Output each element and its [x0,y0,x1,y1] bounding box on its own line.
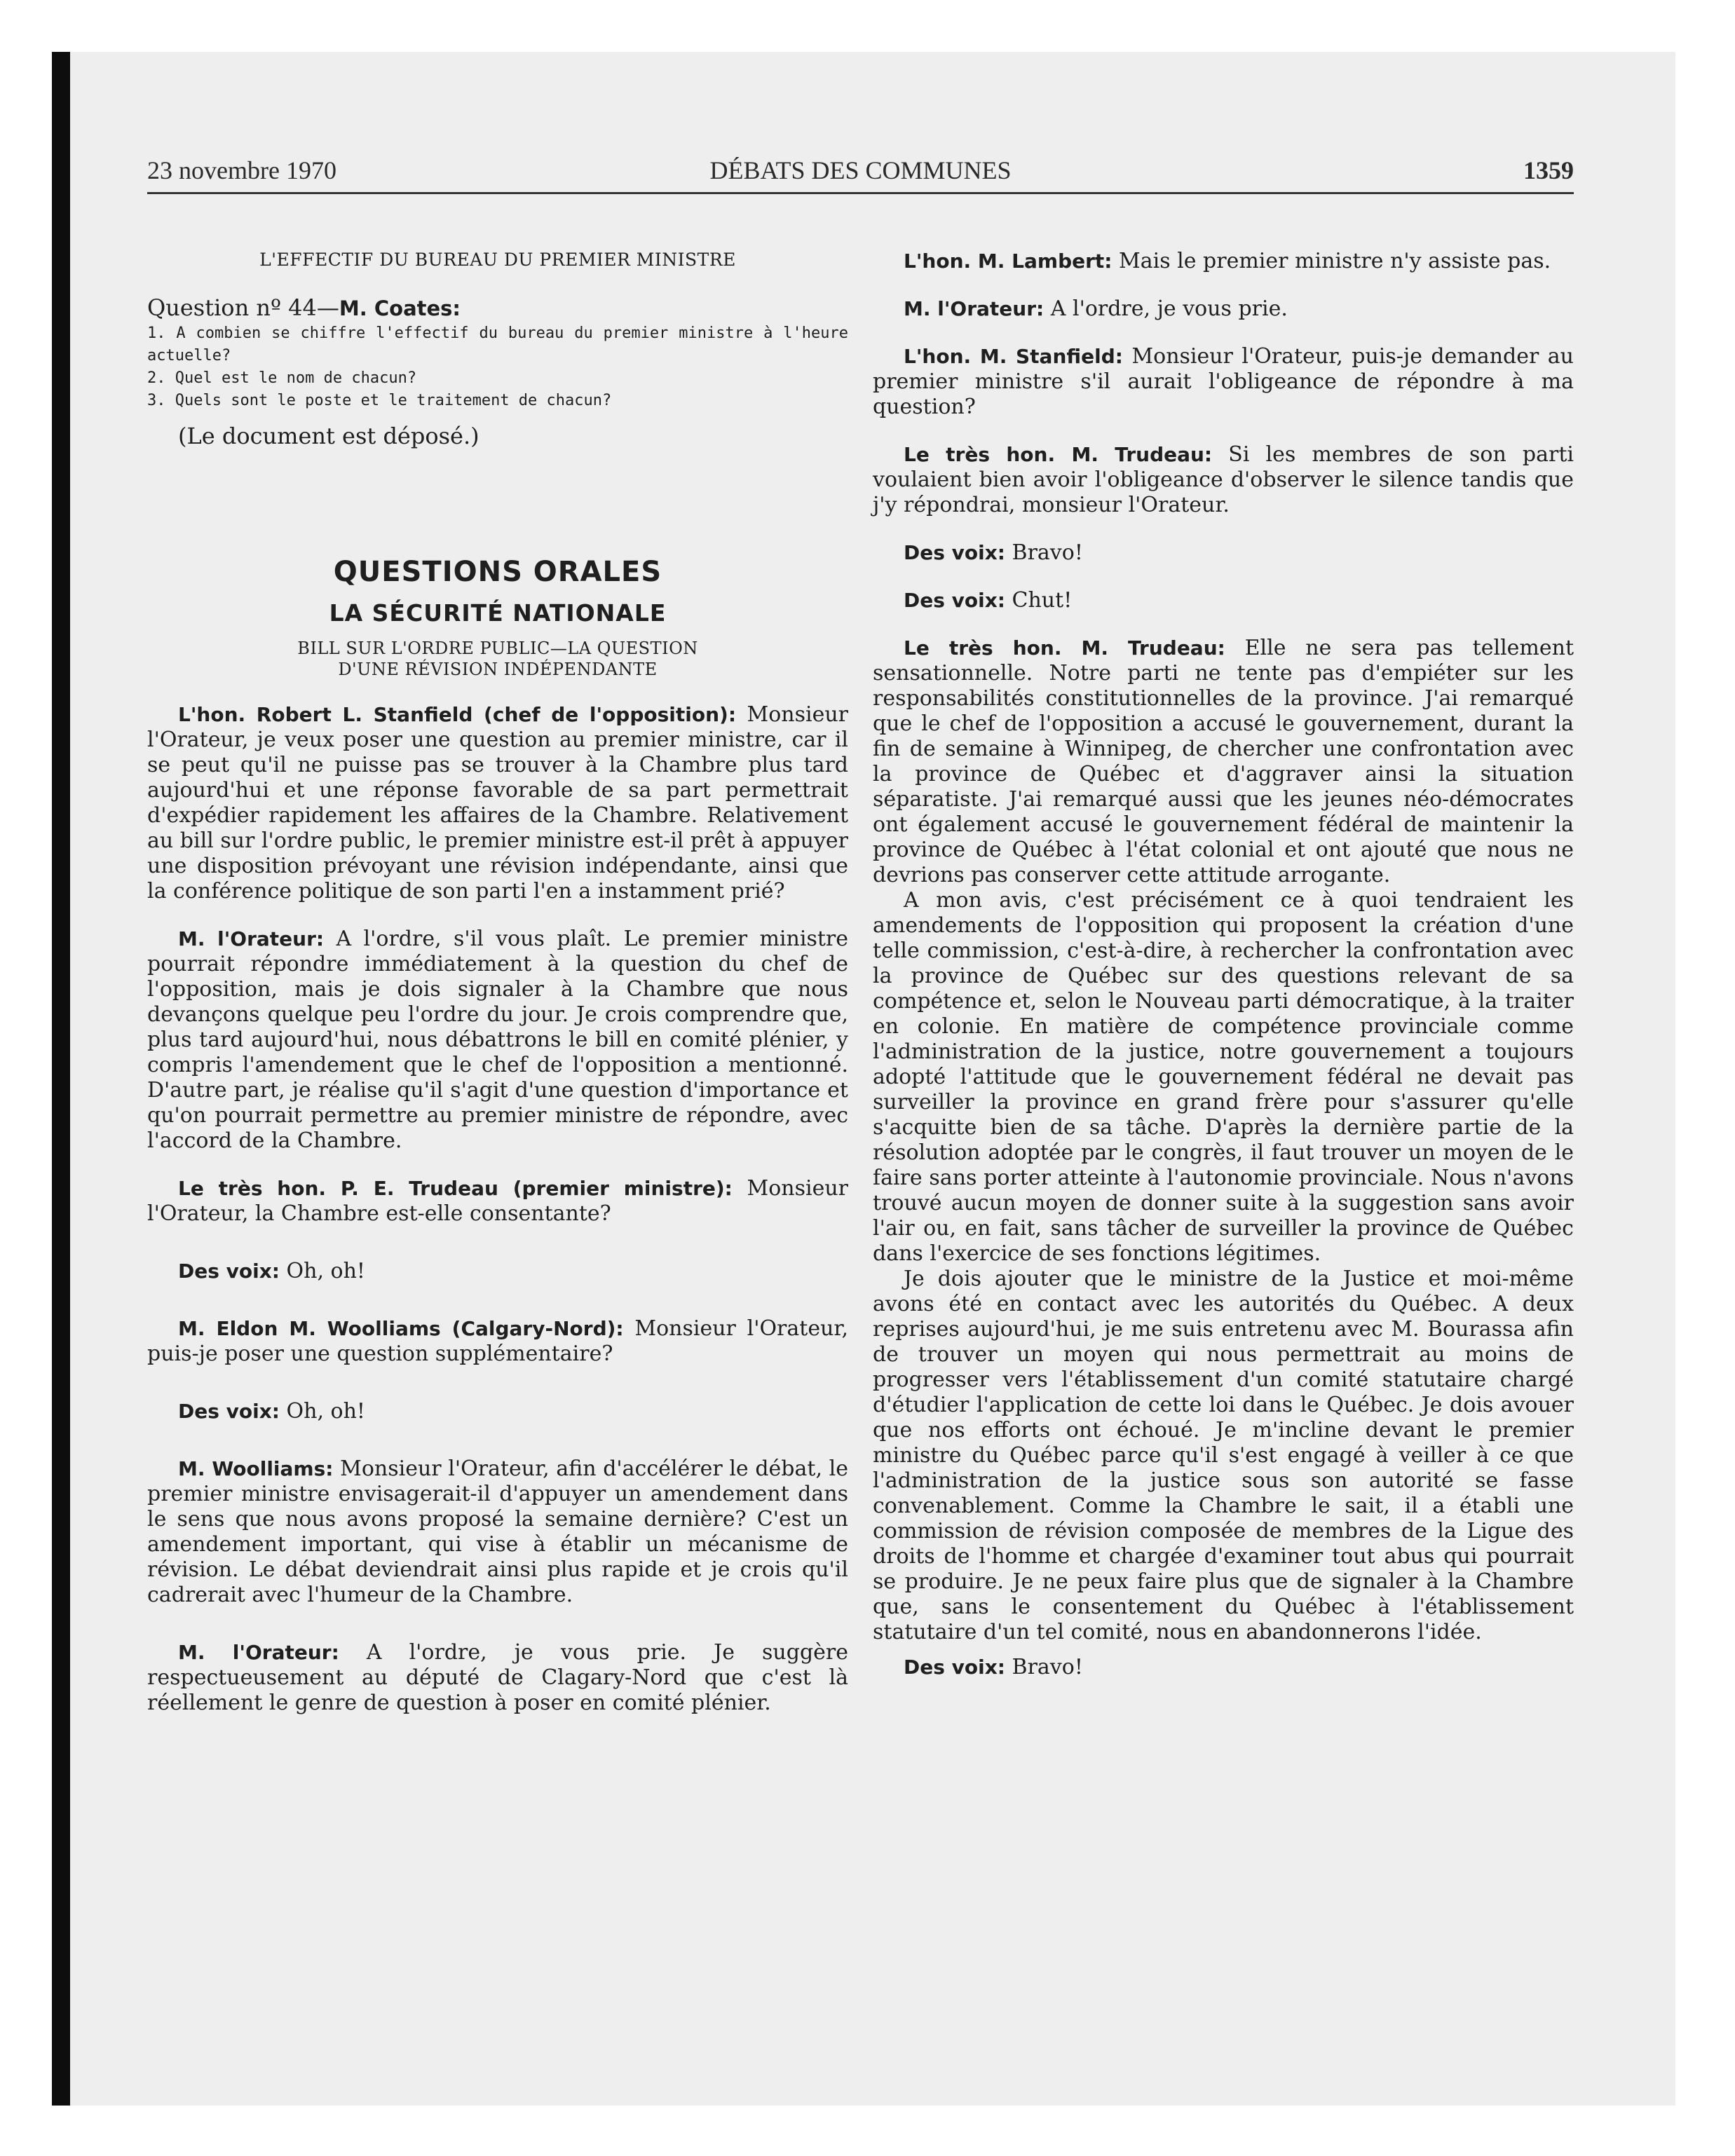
page-header [147,153,1574,194]
deposit-note: (Le document est déposé.) [178,423,479,449]
speech-paragraph [147,1456,848,1608]
speech-text: Elle ne sera pas tellement sensationnelle. Notre parti ne tente pas d'empiéter sur les responsabilités constitutionnelles de la province. J'ai remarqué que le chef de l'opposition a accusé le gouvernement, durant la fin de semaine à Winnipeg, de chercher une confrontation avec la province de Québec et d'aggraver ainsi la situation séparatiste. J'ai remarqué aussi que les jeunes néo-démocrates ont également accusé le gouvernement fédéral de maintenir la province de Québec à l'état colonial et ont ajouté que nous ne devrions pas conserver cette attitude arrogante. [873,636,1574,887]
speech-paragraph [147,1259,848,1284]
speech-text: Oh, oh! [280,1259,365,1283]
question-label: Question nº 44— [147,294,339,321]
page-number: 1359 [1523,156,1574,184]
header-date: 23 novembre 1970 [147,156,336,184]
speaker-name: M. l'Orateur: [178,927,325,950]
speaker-name: L'hon. M. Lambert: [904,250,1113,273]
speech-paragraph: Je dois ajouter que le ministre de la Justice et moi-même avons été en contact avec les autorités du Québec. A deux reprises aujourd'hui, je me suis entretenu avec M. Bourassa afin de trouver un moyen qui nous permettrait au moins de progresser vers l'établissement d'un comité statutaire chargé d'étudier l'application de cette loi dans le Québec. Je dois avouer que nos efforts ont échoué. Je m'incline devant le premier ministre du Québec parce qu'il s'est engagé à veiller à ce que l'administration de la justice sous son autorité se fasse convenablement. Comme la Chambre le sait, il a établi une commission de révision composée de membres de la Ligue des droits de l'homme et chargée d'examiner tout abus qui pourrait se produire. Je ne peux faire plus que de signaler à la Chambre que, sans le consentement du Québec à l'établissement statutaire d'un tel comité, nous en abandonnerons l'idée. [873,1267,1574,1644]
speech-paragraph [873,344,1574,420]
question-author: M. Coates: [339,296,461,320]
speech-paragraph [147,702,848,904]
speech-text: Monsieur l'Orateur, puis-je demander au premier ministre s'il aurait l'obligeance de répondre à ma question? [873,344,1574,419]
speaker-name: Des voix: [904,589,1005,612]
section-title: L'EFFECTIF DU BUREAU DU PREMIER MINISTRE [259,250,736,270]
speaker-name: M. l'Orateur: [904,297,1045,320]
speech-text: Bravo! [1005,1655,1083,1679]
speech-paragraph [147,1176,848,1227]
question-item: 2. Quel est le nom de chacun? [147,369,417,387]
speaker-name: Le très hon. M. Trudeau: [904,636,1225,660]
speech-paragraph [147,1399,848,1424]
speech-paragraph [873,296,1574,322]
speaker-name: Des voix: [178,1400,280,1423]
question-item: 1. A combien se chiffre l'effectif du bureau du premier ministre à l'heure actuelle? [147,325,848,364]
header-title: DÉBATS DES COMMUNES [709,156,1012,184]
left-column [147,249,848,1716]
scan-border [52,52,70,2106]
question-item: 3. Quels sont le poste et le traitement de chacun? [147,392,612,409]
speaker-name: M. Eldon M. Woolliams (Calgary-Nord): [178,1317,624,1340]
speaker-name: Des voix: [904,541,1005,564]
speech-text: A l'ordre, s'il vous plaît. Le premier ministre pourrait répondre immédiatement à la question du chef de l'opposition, mais je dois signaler à la Chambre que nous devançons quelque peu l'ordre du jour. Je crois comprendre que, plus tard aujourd'hui, nous débattrons le bill en comité plénier, y compris l'amendement que le chef de l'opposition a mentionné. D'autre part, je réalise qu'il s'agit d'une question d'importance et qu'on pourrait permettre au premier ministre de répondre, avec l'accord de la Chambre. [147,927,848,1153]
speaker-name: M. l'Orateur: [178,1641,339,1664]
speech-paragraph [873,249,1574,274]
heading-sub: BILL SUR L'ORDRE PUBLIC—LA QUESTION [297,639,698,658]
speaker-name: Des voix: [904,1656,1005,1679]
speaker-name: L'hon. M. Stanfield: [904,345,1123,368]
speech-text: A l'ordre, je vous prie. Je suggère respectueusement au député de Clagary-Nord que c'est là réellement le genre de question à poser en comité plénier. [147,1640,848,1715]
speaker-name: Le très hon. M. Trudeau: [904,443,1213,466]
right-column [873,249,1574,1680]
speech-paragraph [873,588,1574,613]
speech-text: Monsieur l'Orateur, puis-je poser une question supplémentaire? [147,1316,848,1366]
speech-text: Monsieur l'Orateur, afin d'accélérer le débat, le premier ministre envisagerait-il d'appuyer un amendement dans le sens que nous avons proposé la semaine dernière? C'est un amendement important, qui vise à établir un mécanisme de révision. Le débat deviendrait ainsi plus rapide et je crois qu'il cadrerait avec l'humeur de la Chambre. [147,1456,848,1607]
speech-text: Oh, oh! [280,1399,365,1424]
heading-topic: LA SÉCURITÉ NATIONALE [329,599,667,627]
speech-paragraph [147,1640,848,1716]
speech-text: Si les membres de son parti voulaient bien avoir l'obligeance d'observer le silence tandis que j'y répondrai, monsieur l'Orateur. [873,442,1574,517]
speaker-name: L'hon. Robert L. Stanfield (chef de l'opposition): [178,703,737,726]
speech-paragraph [873,442,1574,518]
speech-paragraph [873,636,1574,888]
speech-text: Bravo! [1005,540,1083,565]
speaker-name: M. Woolliams: [178,1457,334,1480]
speech-paragraph [873,1655,1574,1680]
speech-text: Chut! [1005,588,1073,613]
heading-questions-orales: QUESTIONS ORALES [333,556,662,588]
speech-paragraph [147,927,848,1154]
speech-text: Mais le premier ministre n'y assiste pas. [1112,249,1551,273]
speech-paragraph [873,540,1574,566]
speaker-name: Des voix: [178,1260,280,1283]
speech-text: Monsieur l'Orateur, la Chambre est-elle consentante? [147,1176,848,1226]
speaker-name: Le très hon. P. E. Trudeau (premier ministre): [178,1177,733,1200]
speech-text: A l'ordre, je vous prie. [1044,296,1288,321]
speech-paragraph [147,1316,848,1367]
speech-paragraph: A mon avis, c'est précisément ce à quoi tendraient les amendements de l'opposition qui proposent la création d'une telle commission, c'est-à-dire, à rechercher la confrontation avec la province de Québec sur des questions relevant de sa compétence et, selon le Nouveau parti démocratique, à la traiter en colonie. En matière de compétence provinciale comme l'administration de la justice, notre gouvernement a toujours adopté l'attitude que le gouvernement fédéral ne devait pas surveiller la province en grand frère pour s'assurer qu'elle s'acquitte bien de sa tâche. D'après la dernière partie de la résolution adoptée par le congrès, il faut trouver un moyen de le faire sans porter atteinte à l'autonomie provinciale. Nous n'avons trouvé aucun moyen de donner suite à la suggestion sans avoir l'air ou, en fait, sans tâcher de surveiller la province de Québec dans l'exercice de ses fonctions légitimes. [873,888,1574,1266]
speech-text: Monsieur l'Orateur, je veux poser une question au premier ministre, car il se peut qu'il ne puisse pas se trouver à la Chambre plus tard aujourd'hui et une réponse favorable de sa part permettrait d'expédier rapidement les affaires de la Chambre. Relativement au bill sur l'ordre public, le premier ministre est-il prêt à appuyer une disposition prévoyant une révision indépendante, ainsi que la conférence politique de son parti l'en a instamment prié? [147,702,848,903]
question-line [147,294,848,322]
heading-sub: D'UNE RÉVISION INDÉPENDANTE [338,660,658,679]
